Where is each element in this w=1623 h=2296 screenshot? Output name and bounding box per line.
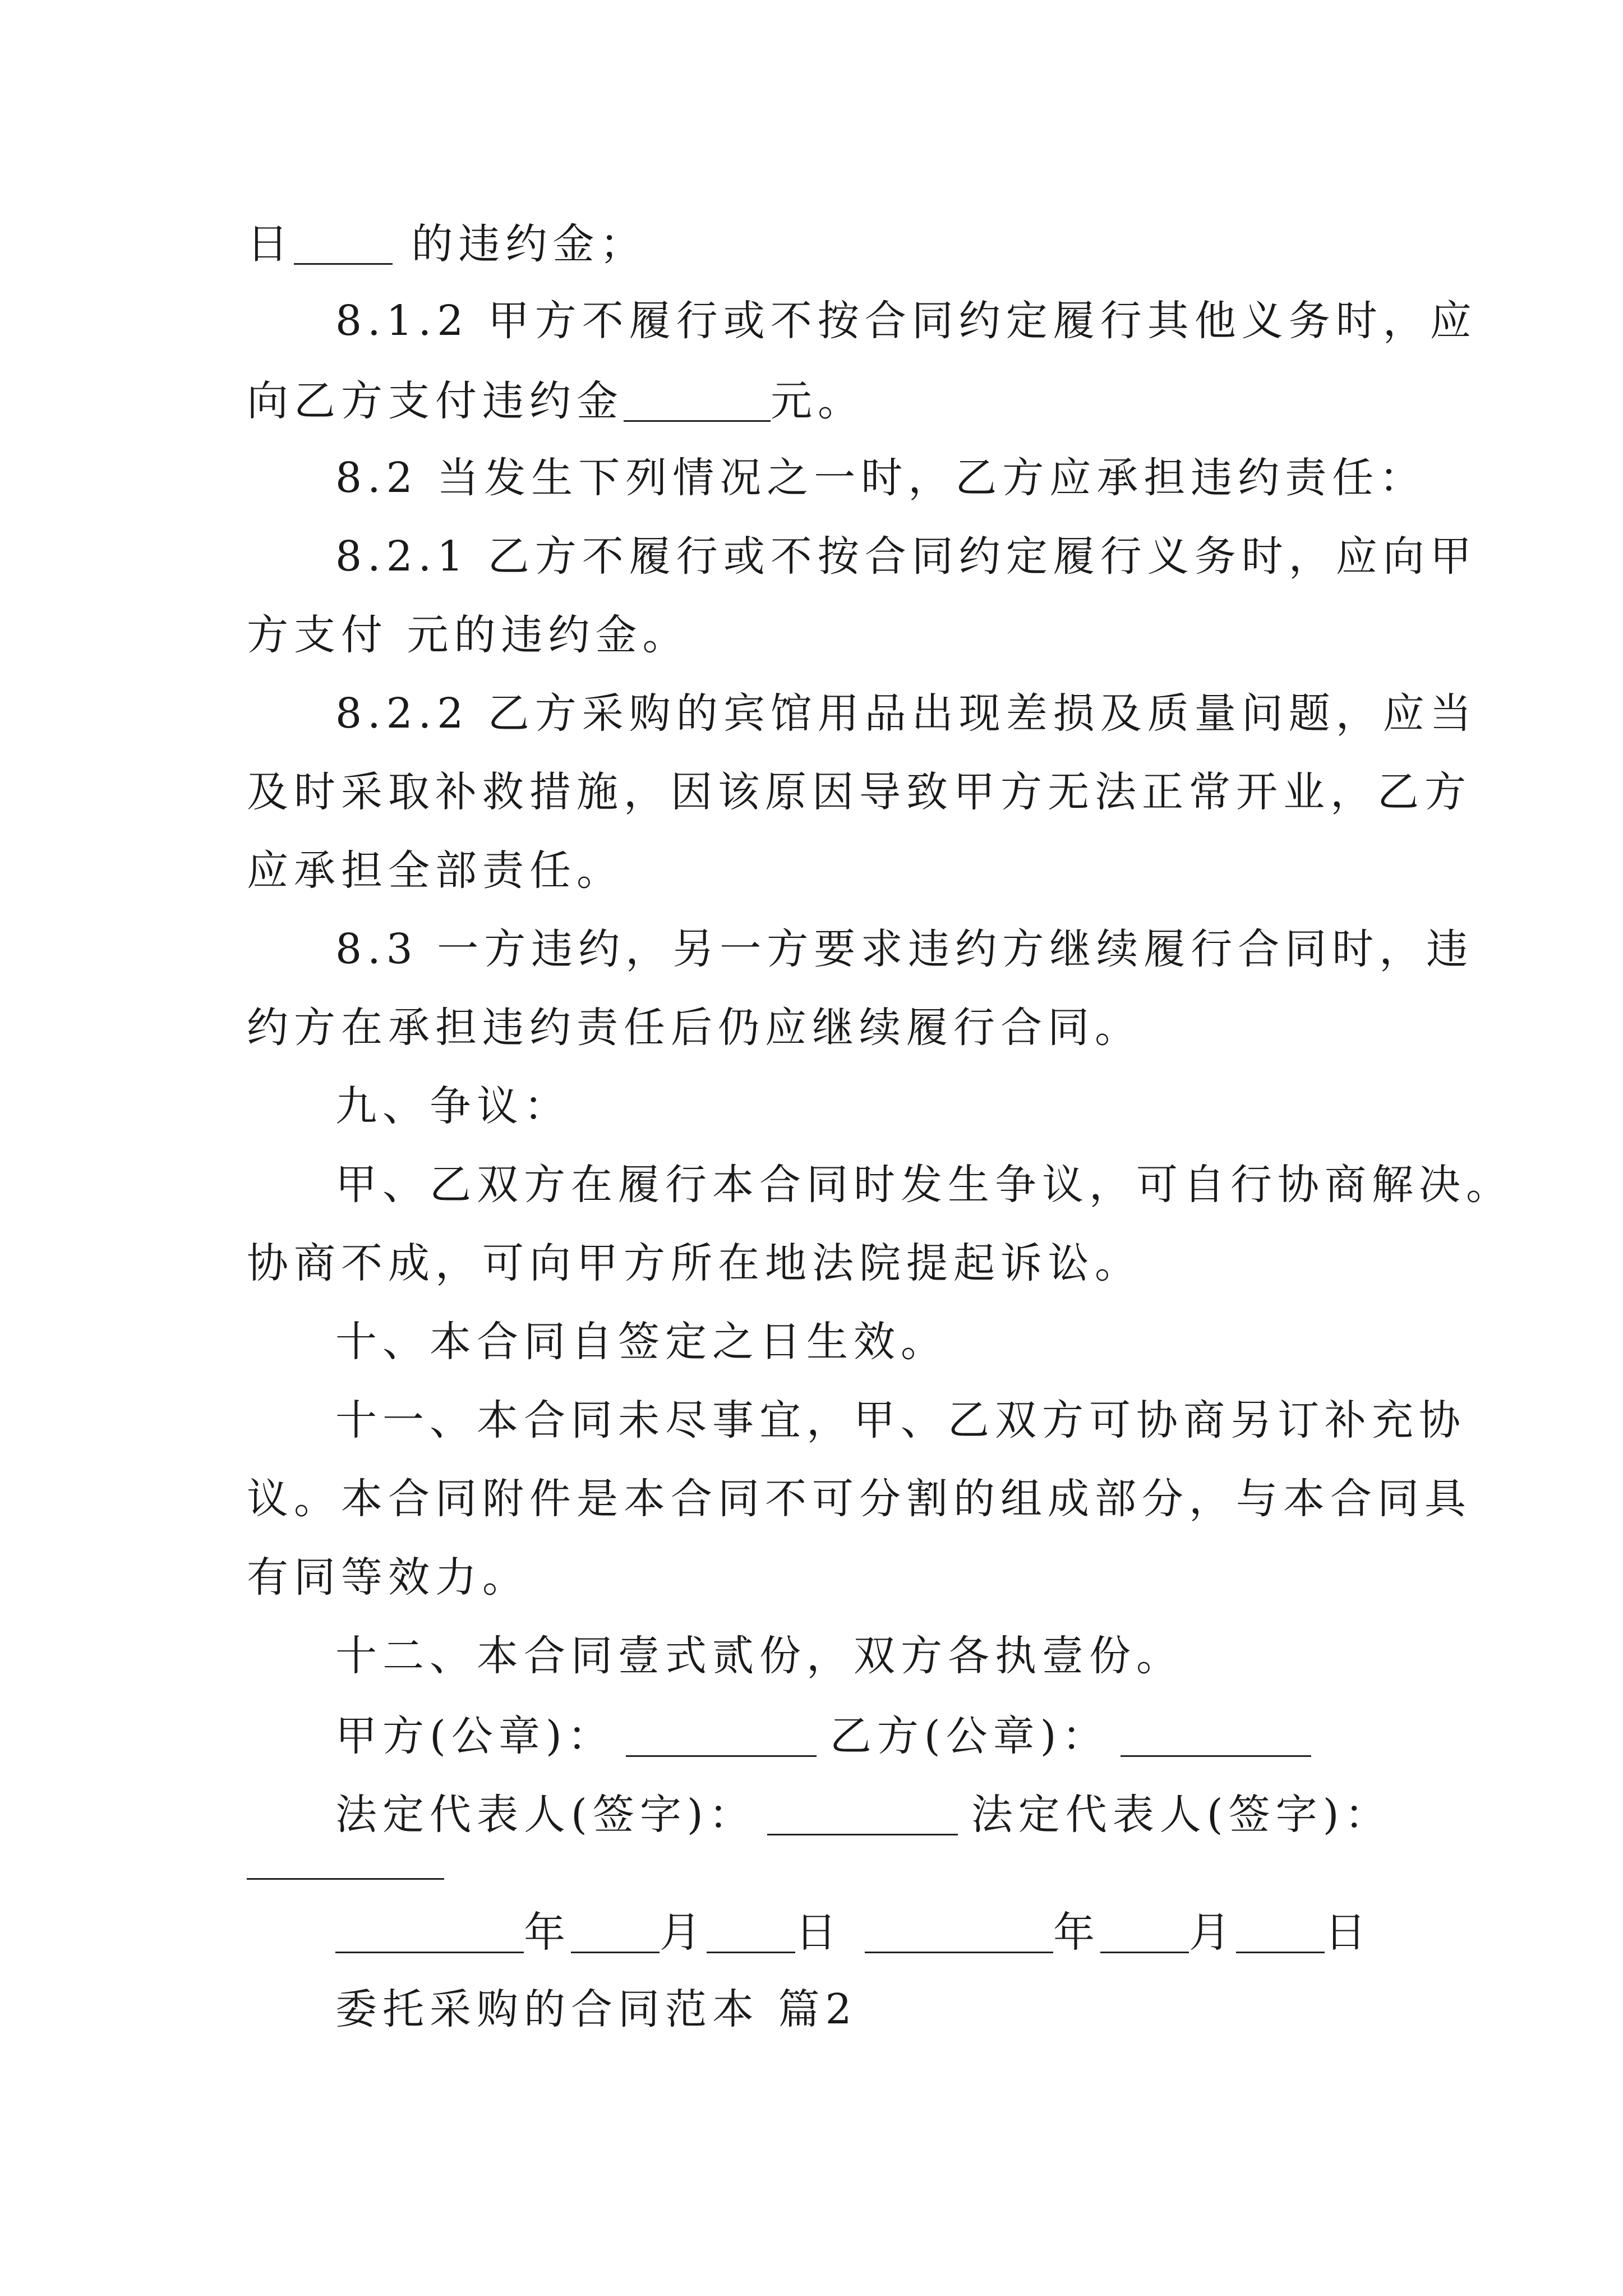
fill-blank [294,222,393,265]
text-run: 十、本合同自签定之日生效。 [335,1318,948,1366]
representative-signature-line [335,1791,1392,1839]
text-run: 十一、本合同未尽事宜，甲、乙双方可协商另订补充协 [335,1396,1466,1444]
paragraph-line [247,1004,1142,1052]
next-article-heading [335,1985,857,2033]
text-run: 议。本合同附件是本合同不可分割的组成部分，与本合同具 [247,1475,1472,1523]
text-run: 及时采取补救措施，因该原因导致甲方无法正常开业，乙方 [247,768,1472,816]
paragraph-line [335,925,1474,973]
text-run: 日 [247,220,294,268]
text-run: 的违约金； [393,220,647,268]
text-run: 8.2.2 乙方采购的宾馆用品出现差损及质量问题，应当 [335,689,1477,738]
party-b-seal-label: 乙方(公章)： [829,1712,1109,1760]
text-run: 方支付 元的违约金。 [247,611,690,659]
party-a-seal-label: 甲方(公章)： [335,1712,615,1760]
text-run: 委托采购的合同范本 篇2 [335,1985,857,2033]
date-line [335,1908,1372,1957]
day-b-label: 日 [1325,1908,1372,1957]
text-run: 协商不成，可向甲方所在地法院提起诉讼。 [247,1239,1142,1287]
text-run: 十二、本合同壹式贰份，双方各执壹份。 [335,1632,1183,1680]
paragraph-line [247,611,690,659]
paragraph-line [247,1553,529,1602]
party-b-seal-blank [1121,1714,1311,1757]
year-a-label: 年 [524,1908,571,1957]
paragraph-line [247,1475,1472,1523]
text-run: 8.3 一方违约，另一方要求违约方继续履行合同时，违 [335,925,1474,973]
paragraph-line [335,689,1477,738]
text-run: 甲、乙双方在履行本合同时发生争议，可自行协商解决。 [335,1161,1513,1209]
paragraph-line [335,1161,1513,1209]
paragraph-line [247,220,647,268]
text-run: 九、争议： [335,1082,571,1130]
text-run: 有同等效力。 [247,1553,529,1602]
paragraph-line [335,1318,948,1366]
day-a-blank [707,1910,795,1953]
paragraph-line [247,1239,1142,1287]
year-b-label: 年 [1053,1908,1100,1957]
text-run: 约方在承担违约责任后仍应继续履行合同。 [247,1004,1142,1052]
paragraph-line [247,377,865,425]
paragraph-line [335,532,1477,581]
rep-b-label: 法定代表人(签字)： [971,1791,1392,1839]
month-a-label: 月 [660,1908,707,1957]
paragraph-line [247,768,1472,816]
month-a-blank [571,1910,660,1953]
party-a-seal-blank [626,1714,817,1757]
rep-b-blank [247,1878,444,1880]
section-heading [335,1082,571,1130]
day-a-label: 日 [795,1908,842,1957]
rep-a-label: 法定代表人(签字)： [335,1791,756,1839]
month-b-label: 月 [1189,1908,1236,1957]
seal-signature-line [335,1712,1311,1760]
paragraph-line [335,1396,1466,1444]
paragraph-line [247,846,624,895]
text-run: 元。 [771,377,865,425]
paragraph-line [335,454,1427,502]
rep-a-blank [767,1792,958,1835]
text-run: 应承担全部责任。 [247,846,624,895]
text-run: 8.2.1 乙方不履行或不按合同约定履行义务时，应向甲 [335,532,1477,581]
paragraph-line [335,1632,1183,1680]
day-b-blank [1236,1910,1325,1953]
year-a-blank [335,1910,524,1953]
paragraph-line [335,297,1477,345]
year-b-blank [865,1910,1053,1953]
fill-blank [624,379,771,422]
text-run: 向乙方支付违约金 [247,377,624,425]
month-b-blank [1100,1910,1189,1953]
text-run: 8.2 当发生下列情况之一时，乙方应承担违约责任： [335,454,1427,502]
text-run: 8.1.2 甲方不履行或不按合同约定履行其他义务时，应 [335,297,1477,345]
